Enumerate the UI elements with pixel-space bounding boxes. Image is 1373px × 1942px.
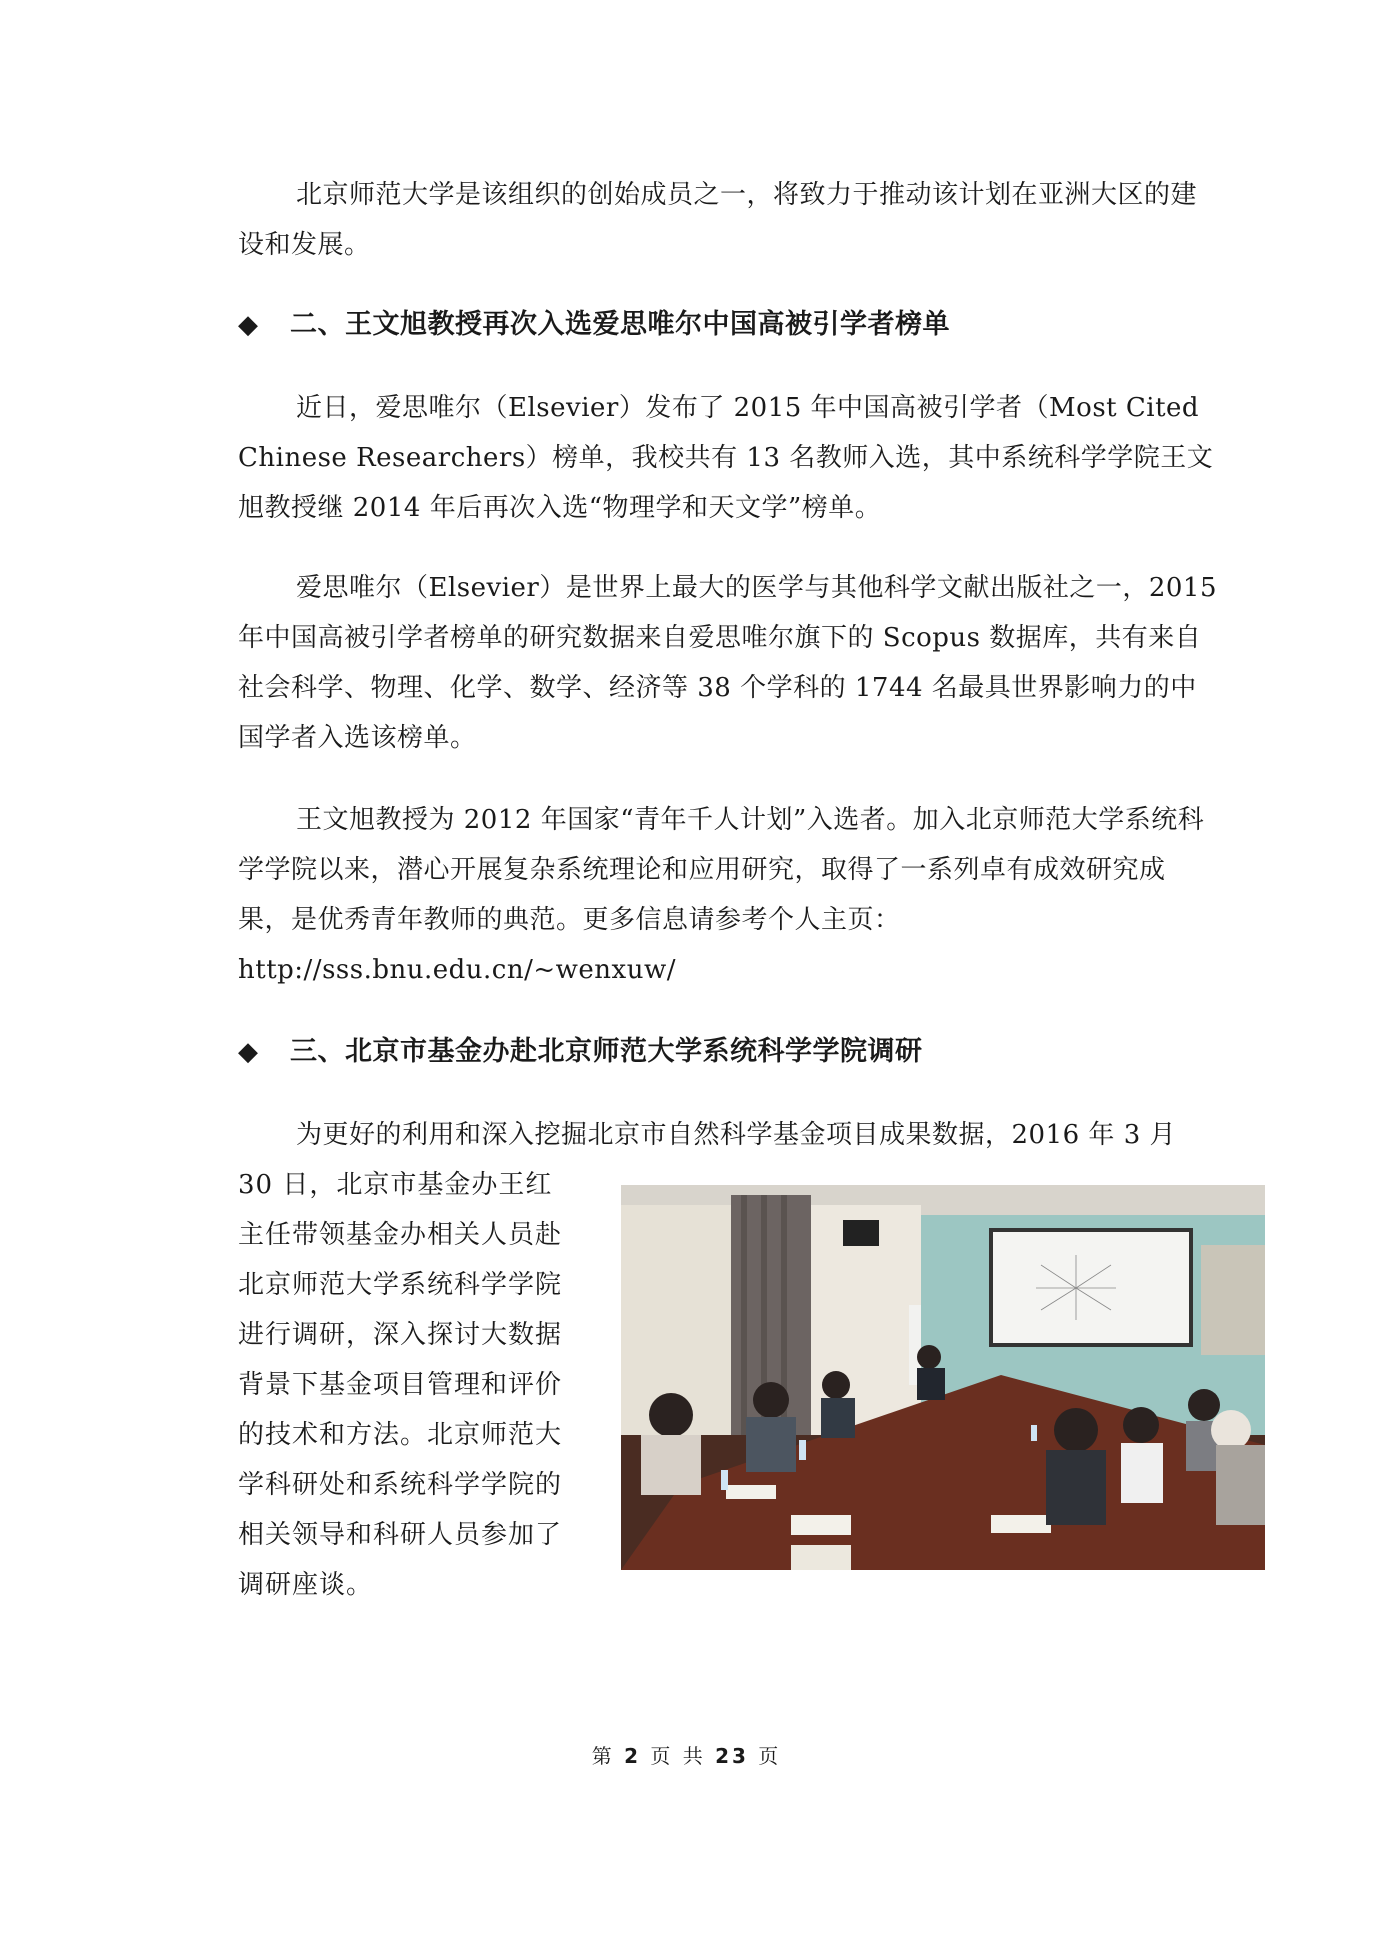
total-page-count: 23	[715, 1744, 749, 1768]
section3-heading	[238, 1027, 1218, 1077]
footer-suffix: 页	[758, 1744, 782, 1768]
intro-paragraph	[238, 170, 1218, 270]
section2-title: 二、王文旭教授再次入选爱思唯尔中国高被引学者榜单	[290, 309, 950, 340]
homepage-link[interactable]: http://sss.bnu.edu.cn/~wenxuw/	[238, 955, 676, 985]
section2-p2-text: 爱思唯尔（Elsevier）是世界上最大的医学与其他科学文献出版社之一，2015 年中国高被引学者榜单的研究数据来自爱思唯尔旗下的 Scopus 数据库，共有来自社会科学、物理、化学、数学、经济等 38 个学科的 1744 名最具世界影响力的中国学者入选该榜单。	[238, 573, 1218, 753]
meeting-photo-illustration	[621, 1185, 1265, 1570]
footer-mid: 页 共	[650, 1744, 706, 1768]
section3-title: 三、北京市基金办赴北京师范大学系统科学学院调研	[290, 1036, 923, 1067]
section2-paragraph-3	[238, 795, 1218, 995]
section2-heading	[238, 300, 1218, 350]
diamond-bullet-icon: ◆	[238, 1037, 259, 1067]
section3-paragraph-rest: 30 日，北京市基金办王红主任带领基金办相关人员赴北京师范大学系统科学学院进行调研，深入探讨大数据背景下基金项目管理和评价的技术和方法。北京师范大学科研处和系统科学学院的相关领导和科研人员参加了调研座谈。	[238, 1170, 563, 1600]
section2-paragraph-2	[238, 563, 1218, 763]
section3-paragraph-line1	[238, 1110, 1218, 1160]
section2-paragraph-1	[238, 383, 1218, 533]
footer-prefix: 第	[591, 1744, 615, 1768]
section3-p1-line1-text: 为更好的利用和深入挖掘北京市自然科学基金项目成果数据，2016 年 3 月	[296, 1120, 1177, 1150]
current-page-number: 2	[624, 1744, 641, 1768]
page-footer	[0, 1740, 1373, 1769]
meeting-photo	[621, 1185, 1265, 1570]
intro-text: 北京师范大学是该组织的创始成员之一，将致力于推动该计划在亚洲大区的建设和发展。	[238, 180, 1198, 260]
section2-p1-text: 近日，爱思唯尔（Elsevier）发布了 2015 年中国高被引学者（Most Cited Chinese Researchers）榜单，我校共有 13 名教师入选，其中系统科学学院王文旭教授继 2014 年后再次入选“物理学和天文学”榜单。	[238, 393, 1214, 523]
diamond-bullet-icon: ◆	[238, 310, 259, 340]
section2-p3-text: 王文旭教授为 2012 年国家“青年千人计划”入选者。加入北京师范大学系统科学学院以来，潜心开展复杂系统理论和应用研究，取得了一系列卓有成效研究成果，是优秀青年教师的典范。更多信息请参考个人主页：	[238, 805, 1205, 935]
